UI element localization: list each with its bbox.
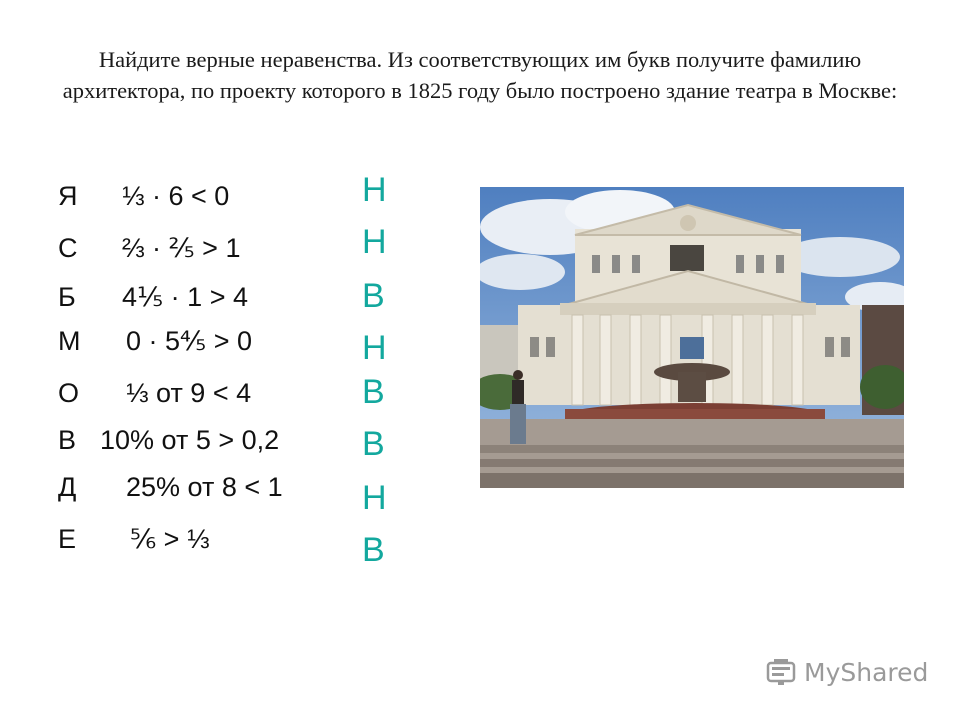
inequality-row (58, 325, 252, 357)
theatre-illustration (480, 187, 904, 488)
row-expression: 25% от 8 < 1 (126, 472, 283, 502)
row-expression: ⅓ · 6 < 0 (122, 181, 230, 211)
watermark (766, 654, 928, 690)
inequality-row (58, 424, 279, 456)
row-expression: 0 · 5⅘ > 0 (126, 326, 252, 356)
answer-letter: В (362, 277, 385, 315)
row-expression: 10% от 5 > 0,2 (100, 425, 280, 455)
row-letter: О (58, 378, 80, 408)
row-letter: Б (58, 282, 76, 312)
row-expression: ⅔ · ⅖ > 1 (122, 233, 241, 263)
answer-letter: Н (362, 171, 387, 209)
row-letter: Е (58, 524, 77, 554)
answer-letter: В (362, 373, 385, 411)
bolshoi-theatre-photo (480, 187, 904, 488)
answer-letter: В (362, 531, 385, 569)
row-expression: ⅚ > ⅓ (130, 524, 210, 554)
row-letter: Д (58, 472, 77, 502)
row-expression: 4⅕ · 1 > 4 (122, 282, 248, 312)
slide-title: Найдите верные неравенства. Из соответствующих им букв получите фамилию архитектора, по проекту которого в 1825 году было построено здание театра в Москве: (62, 47, 898, 103)
row-letter: Я (58, 181, 78, 211)
inequality-row (58, 523, 209, 555)
myshared-logo-icon (766, 657, 798, 687)
inequality-row (58, 232, 240, 264)
row-letter: С (58, 233, 78, 263)
inequality-row (58, 471, 283, 503)
inequality-row (58, 377, 251, 409)
answer-letter: В (362, 425, 385, 463)
row-expression: ⅓ от 9 < 4 (126, 378, 252, 408)
watermark-text: MyShared (804, 657, 929, 687)
row-letter: В (58, 425, 77, 455)
answer-letter: Н (362, 329, 387, 367)
row-letter: М (58, 326, 81, 356)
inequality-row (58, 281, 248, 313)
inequality-row (58, 180, 229, 212)
answer-letter: Н (362, 223, 387, 261)
answer-letter: Н (362, 479, 387, 517)
